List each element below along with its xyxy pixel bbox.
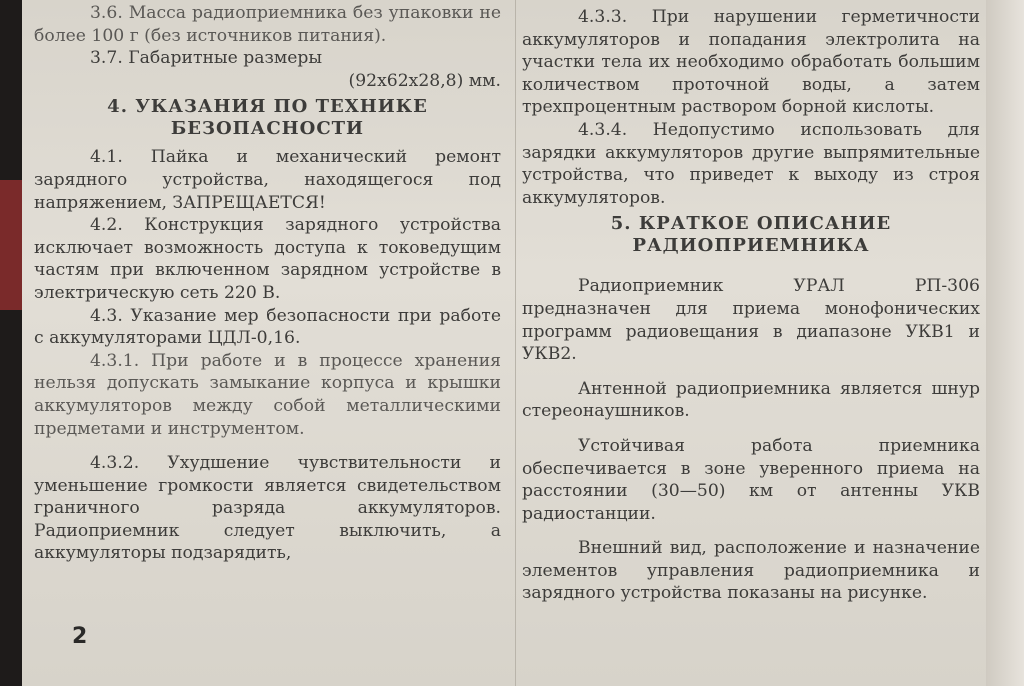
- section-4-heading: [34, 96, 501, 140]
- paragraph-4-3-3: 4.3.3. При нарушении герметичности аккумуляторов и попадания электролита на участки тела их необходимо обработать большим количеством проточной воды, а затем трехпроцентным раствором борной кислоты.: [522, 7, 980, 118]
- paragraph-4-3-2: 4.3.2. Ухудшение чувствительности и уменьшение громкости является свидетельством граничного разряда аккумуляторов. Радиоприемник следует выключить, а аккумуляторы подзарядить,: [34, 453, 501, 564]
- paragraph-5-a: Радиоприемник УРАЛ РП-306 предназначен для приема монофонических программ радиовещания в диапазоне УКВ1 и УКВ2.: [522, 276, 980, 365]
- section-5-heading-line2: РАДИОПРИЕМНИКА: [632, 235, 870, 257]
- section-5-heading-line1: 5. КРАТКОЕ ОПИСАНИЕ: [610, 213, 892, 235]
- background-red-object: [0, 180, 22, 310]
- section-4-heading-line1: 4. УКАЗАНИЯ ПО ТЕХНИКЕ: [107, 96, 428, 118]
- paragraph-4-3-1: 4.3.1. При работе и в процессе хранения нельзя допускать замыкание корпуса и крышки аккумуляторов между собой металлическими предметами и инструментом.: [34, 350, 501, 439]
- paragraph-3-7: 3.7. Габаритные размеры: [90, 48, 323, 69]
- section-5-heading: [522, 213, 980, 257]
- paragraph-4-3: 4.3. Указание мер безопасности при работе с аккумуляторами ЦДЛ-0,16.: [34, 305, 501, 349]
- paragraph-5-c: Устойчивая работа приемника обеспечивается в зоне уверенного приема на расстоянии (30—50) км от антенны УКВ радиостанции.: [522, 435, 980, 524]
- paragraph-5-d: Внешний вид, расположение и назначение элементов управления радиоприемника и зарядного устройства показаны на рисунке.: [522, 538, 980, 604]
- page-edge: [986, 0, 1024, 686]
- paragraph-5-b: Антенной радиоприемника является шнур стереонаушников.: [522, 378, 980, 422]
- paragraph-4-2: 4.2. Конструкция зарядного устройства исключает возможность доступа к токоведущим частям при включенном зарядном устройстве в электрическую сеть 220 В.: [34, 215, 501, 303]
- right-page: [516, 0, 986, 686]
- left-page: [22, 0, 516, 686]
- paragraph-3-7-dimensions: (92x62x28,8) мм.: [348, 70, 501, 91]
- section-4-heading-line2: БЕЗОПАСНОСТИ: [170, 118, 365, 140]
- paragraph-4-3-4: 4.3.4. Недопустимо использовать для зарядки аккумуляторов другие выпрямительные устройства, что приведет к выходу из строя аккумуляторов.: [522, 119, 980, 208]
- paragraph-4-1: 4.1. Пайка и механический ремонт зарядного устройства, находящегося под напряжением, ЗАПРЕЩАЕТСЯ!: [34, 147, 501, 213]
- page-number: 2: [72, 624, 88, 649]
- paragraph-3-6: 3.6. Масса радиоприемника без упаковки не более 100 г (без источников питания).: [34, 3, 501, 46]
